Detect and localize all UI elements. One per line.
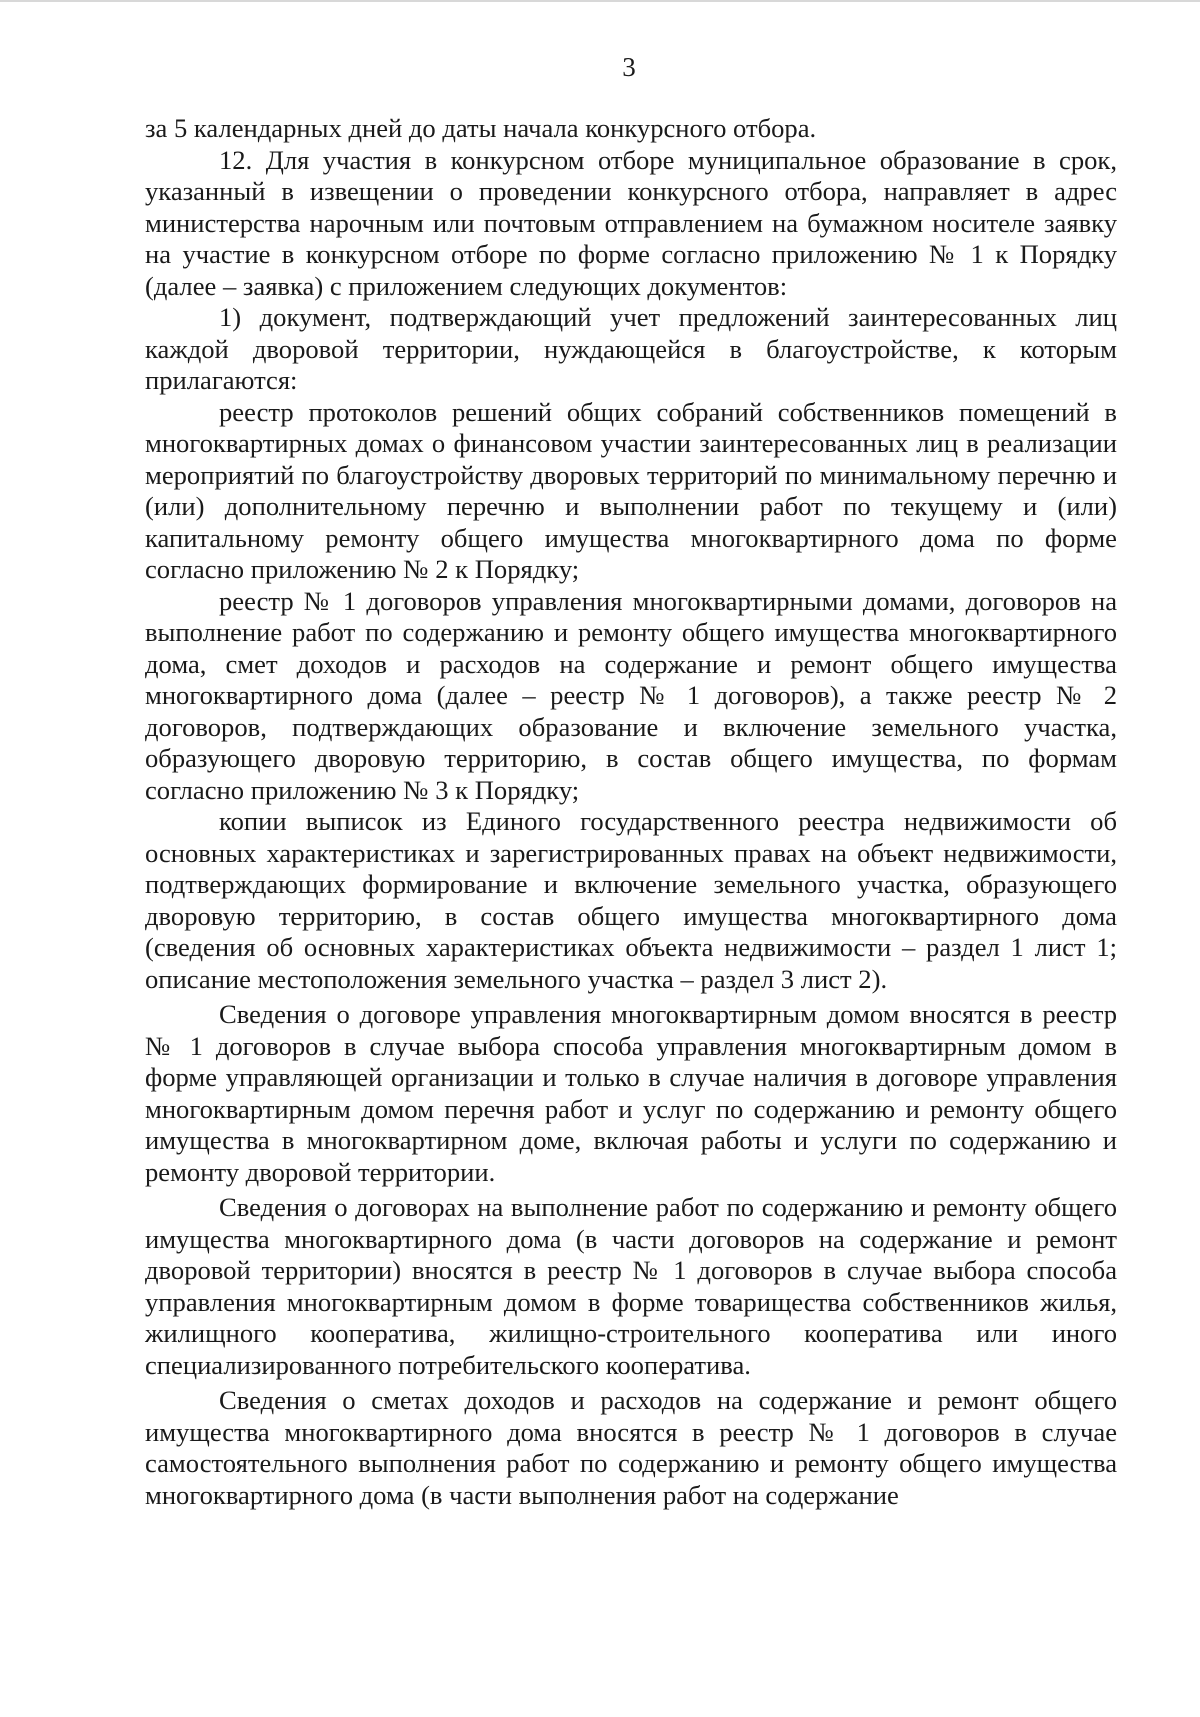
paragraph-protocol-registry: реестр протоколов решений общих собраний собственников помещений в многоквартирных домах о финансовом участии заинтересованных лиц в реализации мероприятий по благоустройству дворовых территорий по минимальному перечню и (или) дополнительному перечню и выполнении работ по текущему и (или) капитальному ремонту общего имущества многоквартирного дома по форме согласно приложению № 2 к Порядку; xyxy=(145,396,1117,584)
paragraph-management-contract: Сведения о договоре управления многоквартирным домом вносятся в реестр № 1 договоров в случае выбора способа управления многоквартирным домом в форме управляющей организации и только в случае наличия в договоре управления многоквартирным домом перечня работ и услуг по содержанию и ремонту общего имущества в многоквартирном доме, включая работы и услуги по содержанию и ремонту дворовой территории. xyxy=(145,999,1117,1187)
page-number: 3 xyxy=(622,52,636,82)
paragraph-item-1: 1) документ, подтверждающий учет предложений заинтересованных лиц каждой дворовой территории, нуждающейся в благоустройстве, к которым прилагаются: xyxy=(145,302,1117,395)
paragraph-continuation: за 5 календарных дней до даты начала конкурсного отбора. xyxy=(145,113,817,143)
paragraph-estimates: Сведения о сметах доходов и расходов на содержание и ремонт общего имущества многоквартирного дома вносятся в реестр № 1 договоров в случае самостоятельного выполнения работ по содержанию и ремонту общего имущества многоквартирного дома (в части выполнения работ на содержание xyxy=(145,1385,1117,1510)
scan-top-edge xyxy=(0,0,1200,2)
paragraph-egrn-extracts: копии выписок из Единого государственного реестра недвижимости об основных характеристиках и зарегистрированных правах на объект недвижимости, подтверждающих формирование и включение земельного участка, образующего дворовую территорию, в состав общего имущества многоквартирного дома (сведения об основных характеристиках объекта недвижимости – раздел 1 лист 1; описание местоположения земельного участка – раздел 3 лист 2). xyxy=(145,806,1117,994)
paragraph-works-contracts: Сведения о договорах на выполнение работ по содержанию и ремонту общего имущества многоквартирного дома (в части договоров на содержание и ремонт дворовой территории) вносятся в реестр № 1 договоров в случае выбора способа управления многоквартирным домом в форме товарищества собственников жилья, жилищного кооператива, жилищно-строительного кооператива или иного специализированного потребительского кооператива. xyxy=(145,1192,1117,1380)
paragraph-clause-12: 12. Для участия в конкурсном отборе муниципальное образование в срок, указанный в извещении о проведении конкурсного отбора, направляет в адрес министерства нарочным или почтовым отправлением на бумажном носителе заявку на участие в конкурсном отборе по форме согласно приложению № 1 к Порядку (далее – заявка) с приложением следующих документов: xyxy=(145,144,1117,301)
paragraph-contracts-registry: реестр № 1 договоров управления многоквартирными домами, договоров на выполнение работ по содержанию и ремонту общего имущества многоквартирного дома, смет доходов и расходов на содержание и ремонт общего имущества многоквартирного дома (далее – реестр № 1 договоров), а также реестр № 2 договоров, подтверждающих образование и включение земельного участка, образующего дворовую территорию, в состав общего имущества, по формам согласно приложению № 3 к Порядку; xyxy=(145,585,1117,805)
document-body xyxy=(145,113,1117,1511)
